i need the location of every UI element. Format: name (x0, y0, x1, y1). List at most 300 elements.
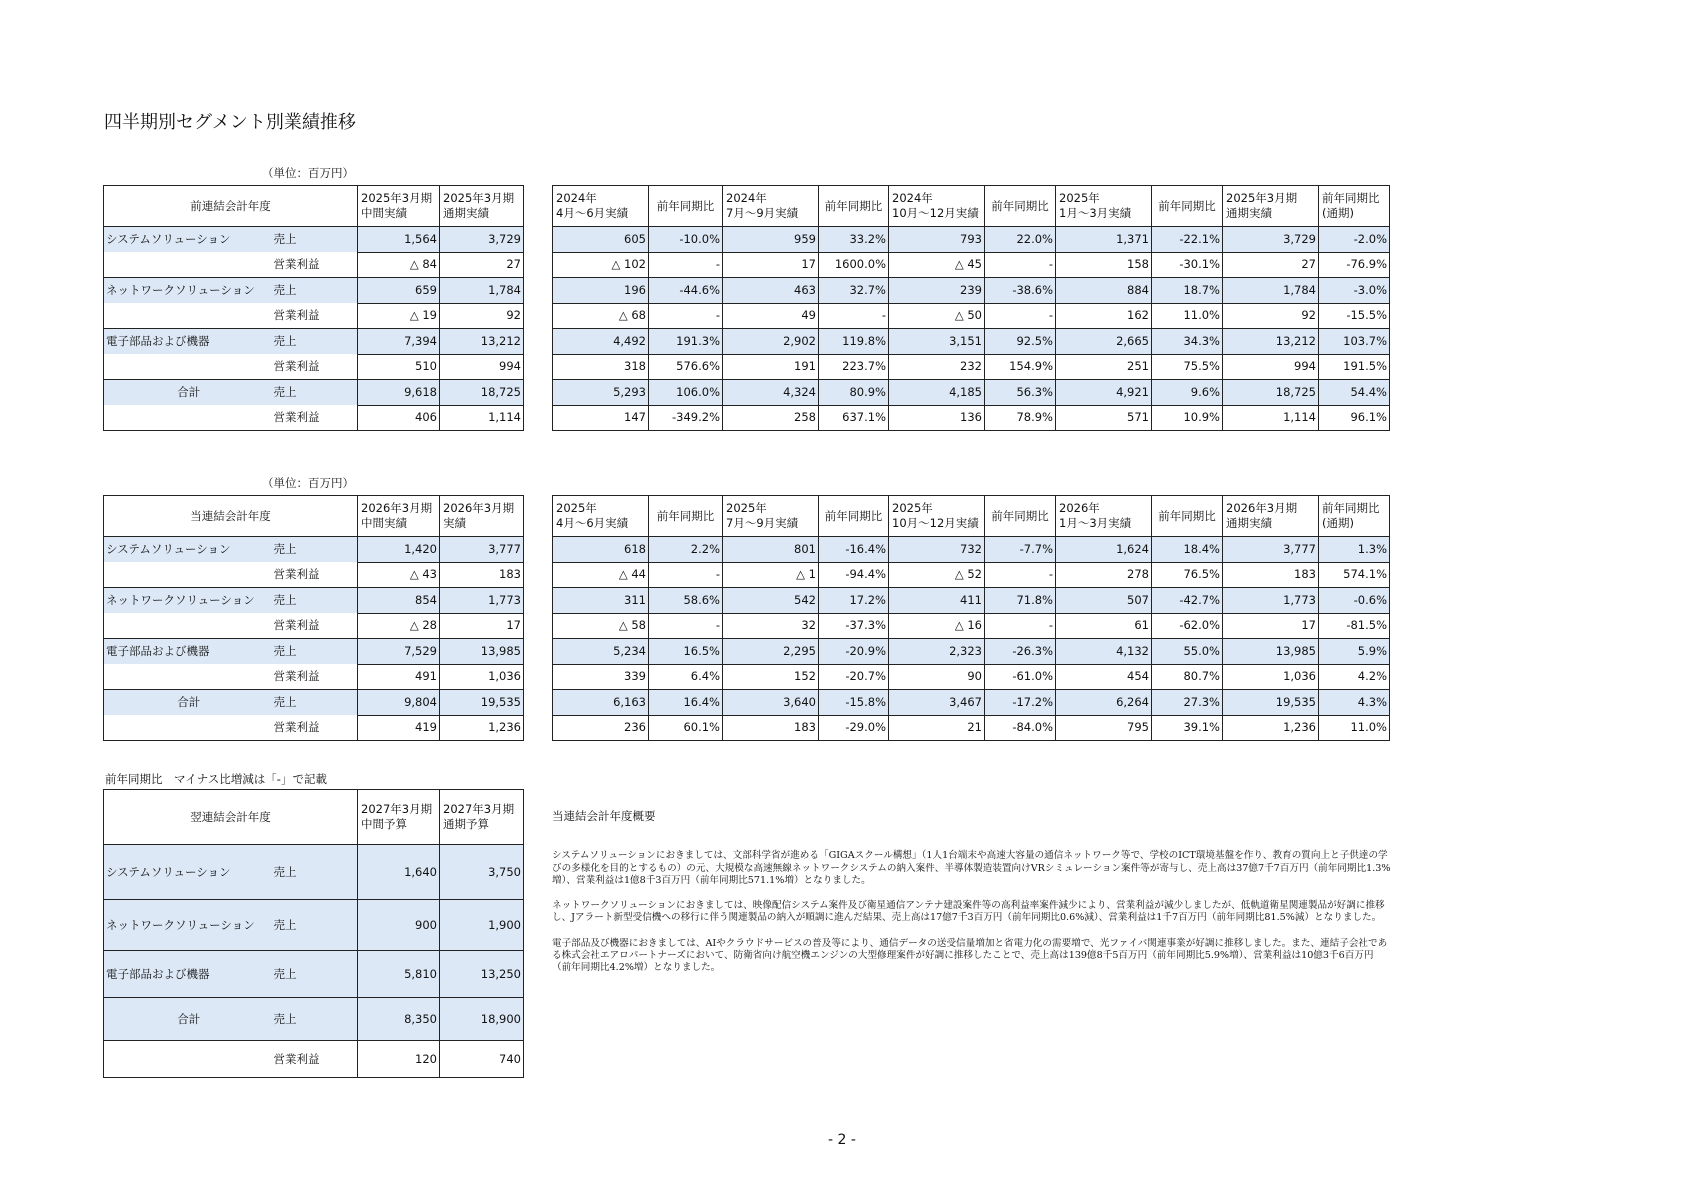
yoy-cell: 78.9% (985, 405, 1056, 431)
quarter-header-line1: 2026年 (1059, 501, 1100, 515)
table-row (104, 664, 524, 690)
table-row (553, 588, 1390, 614)
quarter-header (1223, 496, 1319, 537)
value-cell: 7,529 (358, 639, 440, 665)
yoy-cell: 80.7% (1152, 664, 1223, 690)
metric-name: 営業利益 (274, 715, 358, 741)
yoy-cell: - (985, 562, 1056, 588)
quarter-header (889, 186, 985, 227)
value-cell: 5,293 (553, 380, 649, 406)
column-header-line1: 2027年3月期 (443, 802, 515, 816)
table-header-row (553, 186, 1390, 227)
yoy-cell: -22.1% (1152, 227, 1223, 253)
metric-name: 売上 (274, 690, 358, 716)
value-cell: 18,725 (1223, 380, 1319, 406)
yoy-header: 前年同期比 (819, 186, 889, 227)
yoy-cell: -15.5% (1319, 303, 1390, 329)
value-cell: 5,234 (553, 639, 649, 665)
yoy-cell: 576.6% (649, 354, 723, 380)
quarter-header (553, 186, 649, 227)
yoy-cell: 55.0% (1152, 639, 1223, 665)
yoy-full-header-line1: 前年同期比 (1322, 191, 1380, 205)
value-cell: 61 (1056, 613, 1152, 639)
column-header (358, 790, 440, 845)
yoy-cell: -349.2% (649, 405, 723, 431)
quarter-header-line2: 4月～6月実績 (556, 516, 629, 530)
yoy-cell: - (649, 562, 723, 588)
quarter-header-line2: 通期実績 (1226, 516, 1272, 530)
value-cell: 406 (358, 405, 440, 431)
column-header (358, 496, 440, 537)
yoy-cell: 17.2% (819, 588, 889, 614)
metric-name: 売上 (274, 380, 358, 406)
value-cell: 183 (440, 562, 524, 588)
value-cell: 239 (889, 278, 985, 304)
yoy-header: 前年同期比 (649, 186, 723, 227)
yoy-full-header (1319, 186, 1390, 227)
metric-name: 営業利益 (274, 303, 358, 329)
yoy-header: 前年同期比 (819, 496, 889, 537)
metric-name: 営業利益 (274, 1041, 358, 1078)
metric-name: 売上 (274, 998, 358, 1041)
yoy-cell: 22.0% (985, 227, 1056, 253)
segment-name (104, 303, 274, 329)
segment-name: 合計 (104, 380, 274, 406)
yoy-cell: 574.1% (1319, 562, 1390, 588)
table-row (553, 405, 1390, 431)
segment-name: 合計 (104, 998, 274, 1041)
yoy-cell: -26.3% (985, 639, 1056, 665)
yoy-cell: 60.1% (649, 715, 723, 741)
value-cell: 732 (889, 537, 985, 563)
yoy-cell: 191.5% (1319, 354, 1390, 380)
value-cell: 1,036 (440, 664, 524, 690)
yoy-cell: -44.6% (649, 278, 723, 304)
table-row (553, 639, 1390, 665)
value-cell: 13,212 (1223, 329, 1319, 355)
value-cell: 419 (358, 715, 440, 741)
segment-name: ネットワークソリューション (104, 900, 274, 951)
yoy-cell: -17.2% (985, 690, 1056, 716)
value-cell: 152 (723, 664, 819, 690)
metric-name: 売上 (274, 227, 358, 253)
value-cell: △ 43 (358, 562, 440, 588)
table-row (553, 664, 1390, 690)
value-cell: 13,985 (440, 639, 524, 665)
metric-name: 売上 (274, 900, 358, 951)
value-cell: 1,564 (358, 227, 440, 253)
yoy-cell: -81.5% (1319, 613, 1390, 639)
segment-name (104, 715, 274, 741)
yoy-cell: -38.6% (985, 278, 1056, 304)
curr-year-quarterly-table (552, 495, 1390, 741)
period-label: 翌連結会計年度 (104, 790, 358, 845)
quarter-header (1223, 186, 1319, 227)
segment-name (104, 252, 274, 278)
yoy-cell: - (649, 252, 723, 278)
table-row (104, 588, 524, 614)
value-cell: 510 (358, 354, 440, 380)
value-cell: △ 50 (889, 303, 985, 329)
value-cell: 1,773 (1223, 588, 1319, 614)
yoy-cell: 1600.0% (819, 252, 889, 278)
quarter-header (553, 496, 649, 537)
yoy-cell: -30.1% (1152, 252, 1223, 278)
yoy-cell: -10.0% (649, 227, 723, 253)
value-cell: △ 58 (553, 613, 649, 639)
value-cell: 542 (723, 588, 819, 614)
segment-name: システムソリューション (104, 537, 274, 563)
yoy-cell: 75.5% (1152, 354, 1223, 380)
yoy-cell: 6.4% (649, 664, 723, 690)
yoy-cell: 4.2% (1319, 664, 1390, 690)
yoy-cell: 2.2% (649, 537, 723, 563)
yoy-cell: 11.0% (1152, 303, 1223, 329)
column-header (440, 186, 524, 227)
value-cell: 3,750 (440, 845, 524, 900)
column-header-line1: 2026年3月期 (361, 501, 433, 515)
value-cell: 3,729 (1223, 227, 1319, 253)
yoy-cell: 154.9% (985, 354, 1056, 380)
table-header-row (553, 496, 1390, 537)
quarter-header-line2: 7月～9月実績 (726, 516, 799, 530)
value-cell: 4,921 (1056, 380, 1152, 406)
yoy-cell: -94.4% (819, 562, 889, 588)
value-cell: 6,264 (1056, 690, 1152, 716)
value-cell: 411 (889, 588, 985, 614)
quarter-header (723, 496, 819, 537)
page-number: - 2 - (828, 1132, 856, 1148)
yoy-header: 前年同期比 (1152, 496, 1223, 537)
value-cell: 1,036 (1223, 664, 1319, 690)
column-header-line2: 中間実績 (361, 206, 407, 220)
metric-name: 営業利益 (274, 252, 358, 278)
segment-name: システムソリューション (104, 227, 274, 253)
value-cell: 13,212 (440, 329, 524, 355)
value-cell: 32 (723, 613, 819, 639)
quarter-header-line2: 4月～6月実績 (556, 206, 629, 220)
value-cell: 1,236 (1223, 715, 1319, 741)
table-row (104, 354, 524, 380)
table-row (104, 639, 524, 665)
segment-name (104, 1041, 274, 1078)
column-header-line2: 中間実績 (361, 516, 407, 530)
value-cell: 2,902 (723, 329, 819, 355)
table-row (104, 562, 524, 588)
yoy-cell: 80.9% (819, 380, 889, 406)
value-cell: 4,185 (889, 380, 985, 406)
value-cell: 278 (1056, 562, 1152, 588)
value-cell: 196 (553, 278, 649, 304)
segment-name: 電子部品および機器 (104, 329, 274, 355)
column-header-line1: 2026年3月期 (443, 501, 515, 515)
value-cell: △ 19 (358, 303, 440, 329)
value-cell: 3,729 (440, 227, 524, 253)
value-cell: 92 (1223, 303, 1319, 329)
yoy-full-header-line1: 前年同期比 (1322, 501, 1380, 515)
value-cell: 1,371 (1056, 227, 1152, 253)
value-cell: △ 84 (358, 252, 440, 278)
value-cell: 1,784 (440, 278, 524, 304)
value-cell: 1,900 (440, 900, 524, 951)
value-cell: 4,132 (1056, 639, 1152, 665)
quarter-header (1056, 186, 1152, 227)
value-cell: 4,324 (723, 380, 819, 406)
quarter-header-line2: 7月～9月実績 (726, 206, 799, 220)
segment-name: 電子部品および機器 (104, 951, 274, 998)
yoy-cell: 1.3% (1319, 537, 1390, 563)
next-year-budget-table (103, 789, 524, 1078)
value-cell: △ 45 (889, 252, 985, 278)
yoy-cell: -15.8% (819, 690, 889, 716)
yoy-cell: 56.3% (985, 380, 1056, 406)
table-row (553, 613, 1390, 639)
summary-title: 当連結会計年度概要 (552, 809, 656, 823)
segment-name: 電子部品および機器 (104, 639, 274, 665)
metric-name: 売上 (274, 537, 358, 563)
yoy-cell: -0.6% (1319, 588, 1390, 614)
column-header (440, 496, 524, 537)
summary-paragraph: ネットワークソリューションにおきましては、映像配信システム案件及び衛星通信アンテナ建設案件等の高利益率案件減少により、営業利益が減少しましたが、低軌道衛星関連製品が好調に推移し、Jアラート新型受信機への移行に伴う関連製品の納入が順調に進んだ結果、売上高は17億7千3百万円（前年同期比0.6%減）、営業利益は1千7百万円（前年同期比81.5%減）となりました。 (552, 900, 1385, 924)
yoy-header: 前年同期比 (649, 496, 723, 537)
table-row (553, 690, 1390, 716)
yoy-cell: - (985, 613, 1056, 639)
quarter-header-line2: 10月～12月実績 (892, 516, 979, 530)
segment-name (104, 613, 274, 639)
curr-year-summary-table (103, 495, 524, 741)
table-row (553, 562, 1390, 588)
yoy-cell: 76.5% (1152, 562, 1223, 588)
column-header (440, 790, 524, 845)
yoy-cell: -84.0% (985, 715, 1056, 741)
value-cell: △ 102 (553, 252, 649, 278)
yoy-cell: 96.1% (1319, 405, 1390, 431)
yoy-cell: 18.7% (1152, 278, 1223, 304)
value-cell: 49 (723, 303, 819, 329)
yoy-cell: -20.9% (819, 639, 889, 665)
value-cell: 3,777 (1223, 537, 1319, 563)
value-cell: 959 (723, 227, 819, 253)
value-cell: 311 (553, 588, 649, 614)
value-cell: 2,323 (889, 639, 985, 665)
table-row (553, 380, 1390, 406)
value-cell: 2,295 (723, 639, 819, 665)
table-row (104, 900, 524, 951)
yoy-cell: -29.0% (819, 715, 889, 741)
value-cell: 994 (440, 354, 524, 380)
fiscal-summary (552, 810, 1392, 975)
value-cell: 339 (553, 664, 649, 690)
yoy-cell: 4.3% (1319, 690, 1390, 716)
metric-name: 営業利益 (274, 613, 358, 639)
yoy-cell: 34.3% (1152, 329, 1223, 355)
column-header-line1: 2025年3月期 (361, 191, 433, 205)
value-cell: 3,151 (889, 329, 985, 355)
quarter-header-line1: 2025年 (556, 501, 597, 515)
value-cell: 507 (1056, 588, 1152, 614)
value-cell: 801 (723, 537, 819, 563)
table-row (553, 303, 1390, 329)
yoy-cell: -61.0% (985, 664, 1056, 690)
yoy-cell: 5.9% (1319, 639, 1390, 665)
quarter-header-line1: 2024年 (726, 191, 767, 205)
column-header-line2: 中間予算 (361, 817, 407, 831)
value-cell: 3,777 (440, 537, 524, 563)
value-cell: 1,236 (440, 715, 524, 741)
value-cell: 21 (889, 715, 985, 741)
quarter-header-line1: 2024年 (892, 191, 933, 205)
quarter-header (723, 186, 819, 227)
quarter-header-line1: 2025年 (726, 501, 767, 515)
yoy-note: 前年同期比 マイナス比増減は「-」で記載 (105, 772, 327, 786)
table-row (104, 951, 524, 998)
yoy-cell: 106.0% (649, 380, 723, 406)
yoy-cell: 191.3% (649, 329, 723, 355)
yoy-cell: 16.5% (649, 639, 723, 665)
yoy-full-header (1319, 496, 1390, 537)
quarter-header-line1: 2025年 (892, 501, 933, 515)
value-cell: 120 (358, 1041, 440, 1078)
value-cell: 4,492 (553, 329, 649, 355)
table-row (104, 613, 524, 639)
value-cell: 605 (553, 227, 649, 253)
column-header-line2: 通期予算 (443, 817, 489, 831)
table-header-row (104, 186, 524, 227)
yoy-cell: -3.0% (1319, 278, 1390, 304)
yoy-cell: 54.4% (1319, 380, 1390, 406)
yoy-header: 前年同期比 (1152, 186, 1223, 227)
table-row (104, 1041, 524, 1078)
yoy-cell: 58.6% (649, 588, 723, 614)
table-header-row (104, 790, 524, 845)
page-title: 四半期別セグメント別業績推移 (104, 112, 356, 133)
quarter-header-line2: 10月～12月実績 (892, 206, 979, 220)
yoy-cell: 11.0% (1319, 715, 1390, 741)
value-cell: 232 (889, 354, 985, 380)
metric-name: 営業利益 (274, 664, 358, 690)
value-cell: 251 (1056, 354, 1152, 380)
value-cell: 13,250 (440, 951, 524, 998)
yoy-cell: -7.7% (985, 537, 1056, 563)
segment-name (104, 354, 274, 380)
column-header-line1: 2027年3月期 (361, 802, 433, 816)
yoy-cell: 9.6% (1152, 380, 1223, 406)
value-cell: 1,784 (1223, 278, 1319, 304)
table-row (104, 252, 524, 278)
segment-name: ネットワークソリューション (104, 588, 274, 614)
value-cell: 18,900 (440, 998, 524, 1041)
value-cell: △ 44 (553, 562, 649, 588)
value-cell: 491 (358, 664, 440, 690)
table-row (104, 845, 524, 900)
quarter-header-line1: 2025年3月期 (1226, 191, 1298, 205)
value-cell: 9,618 (358, 380, 440, 406)
table-row (104, 715, 524, 741)
value-cell: 147 (553, 405, 649, 431)
yoy-cell: - (649, 303, 723, 329)
quarter-header (1056, 496, 1152, 537)
column-header (358, 186, 440, 227)
value-cell: 6,163 (553, 690, 649, 716)
value-cell: 27 (440, 252, 524, 278)
value-cell: 183 (723, 715, 819, 741)
metric-name: 売上 (274, 639, 358, 665)
yoy-cell: - (985, 252, 1056, 278)
yoy-cell: -76.9% (1319, 252, 1390, 278)
value-cell: △ 16 (889, 613, 985, 639)
segment-name (104, 562, 274, 588)
table-row (104, 405, 524, 431)
summary-paragraph: システムソリューションにおきましては、文部科学省が進める「GIGAスクール構想」（1人1台端末や高速大容量の通信ネットワーク等で、学校のICT環境基盤を作り、教育の質向上と子供達の学びの多様化を目的とするもの）の元、大規模な高速無線ネットワークシステムの納入案件、半導体製造装置向けVRシミュレーション案件等が寄与し、売上高は37億7千7百万円（前年同期比1.3%増）、営業利益は1億8千3百万円（前年同期比571.1%増）となりました。 (552, 850, 1391, 886)
value-cell: 136 (889, 405, 985, 431)
yoy-full-header-line2: (通期) (1322, 206, 1354, 220)
quarter-header-line1: 2024年 (556, 191, 597, 205)
value-cell: 8,350 (358, 998, 440, 1041)
yoy-cell: -16.4% (819, 537, 889, 563)
value-cell: 13,985 (1223, 639, 1319, 665)
yoy-cell: 27.3% (1152, 690, 1223, 716)
segment-name: システムソリューション (104, 845, 274, 900)
value-cell: 854 (358, 588, 440, 614)
table-row (553, 715, 1390, 741)
value-cell: 2,665 (1056, 329, 1152, 355)
value-cell: 793 (889, 227, 985, 253)
yoy-cell: -20.7% (819, 664, 889, 690)
quarter-header-line2: 1月～3月実績 (1059, 206, 1132, 220)
yoy-cell: 223.7% (819, 354, 889, 380)
table-row (553, 278, 1390, 304)
segment-name (104, 664, 274, 690)
value-cell: 27 (1223, 252, 1319, 278)
value-cell: 9,804 (358, 690, 440, 716)
yoy-cell: 10.9% (1152, 405, 1223, 431)
value-cell: 17 (440, 613, 524, 639)
yoy-cell: -2.0% (1319, 227, 1390, 253)
table-row (553, 252, 1390, 278)
column-header-line1: 2025年3月期 (443, 191, 515, 205)
table-row (553, 354, 1390, 380)
table-row (553, 329, 1390, 355)
table-row (553, 227, 1390, 253)
value-cell: 191 (723, 354, 819, 380)
value-cell: △ 52 (889, 562, 985, 588)
yoy-header: 前年同期比 (985, 186, 1056, 227)
value-cell: 463 (723, 278, 819, 304)
unit-label-2: （単位：百万円） (262, 476, 354, 490)
yoy-cell: 16.4% (649, 690, 723, 716)
value-cell: 3,640 (723, 690, 819, 716)
yoy-cell: 103.7% (1319, 329, 1390, 355)
table-row (104, 278, 524, 304)
value-cell: 994 (1223, 354, 1319, 380)
yoy-cell: 32.7% (819, 278, 889, 304)
summary-paragraph: 電子部品及び機器におきましては、AIやクラウドサービスの普及等により、通信データの送受信量増加と省電力化の需要増で、光ファイバ関連事業が好調に推移しました。また、連結子会社である株式会社エアロパートナーズにおいて、防衛省向け航空機エンジンの大型修理案件が好調に推移したことで、売上高は139億8千5百万円（前年同期比5.9%増）、営業利益は10億3千6百万円（前年同期比4.2%増）となりました。 (552, 937, 1388, 974)
value-cell: 795 (1056, 715, 1152, 741)
table-row (553, 537, 1390, 563)
metric-name: 売上 (274, 588, 358, 614)
table-row (104, 227, 524, 253)
value-cell: 258 (723, 405, 819, 431)
table-row (104, 303, 524, 329)
yoy-cell: 119.8% (819, 329, 889, 355)
metric-name: 売上 (274, 845, 358, 900)
value-cell: 1,640 (358, 845, 440, 900)
quarter-header-line2: 1月～3月実績 (1059, 516, 1132, 530)
metric-name: 営業利益 (274, 562, 358, 588)
period-label: 前連結会計年度 (104, 186, 358, 227)
value-cell: 19,535 (440, 690, 524, 716)
metric-name: 営業利益 (274, 405, 358, 431)
